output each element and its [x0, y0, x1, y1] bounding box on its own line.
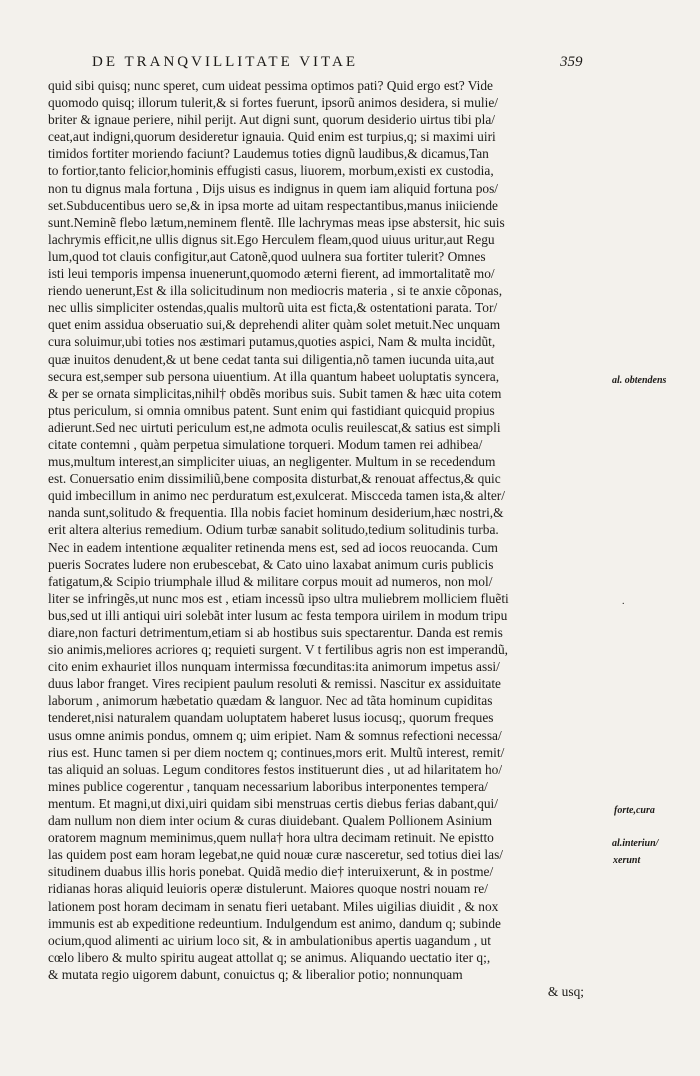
text-line: bus,sed ut illi antiqui uiri solebãt inter lusum ac festa tempora uirilem in modum tripu	[48, 607, 508, 623]
text-line: set.Subducentibus uero se,& in ipsa morte ad uitam respectantibus,manus iniiciende	[48, 197, 498, 213]
text-line: est. Conuersatio enim dissimiliũ,bene composita disturbat,& renouat affectus,& quic	[48, 471, 501, 487]
text-line: nanda sunt,solitudo & frequentia. Illa nobis faciet hominum desiderium,hæc nostri,&	[48, 505, 504, 521]
text-line: isti leui temporis impensa inuenerunt,quomodo æterni fierent, ad immortalitatẽ mo/	[48, 266, 495, 282]
text-line: ocium,quod alimenti ac uirium loco sit, & in ambulationibus apertis uagandum , ut	[48, 932, 491, 948]
text-line: tenderet,nisi naturalem quandam uoluptatem haberet lusus iocusq;, quorum freques	[48, 710, 494, 726]
text-line: rius est. Hunc tamen si per diem noctem q; continues,mors erit. Multũ interest, remit/	[48, 744, 505, 760]
text-line: las quidem post eam horam legebat,ne quid nouæ curæ nasceretur, sed totius diei las/	[48, 847, 504, 863]
text-line: pueris Socrates ludere non erubescebat, & Cato uino laxabat animum curis publicis	[48, 556, 494, 572]
text-line: quomodo quisq; illorum tulerit,& si fortes fuerunt, ipsorũ animos desidera, si mulie/	[48, 95, 499, 111]
text-line: & mutata regio uigorem dabunt, conuictus q; & liberalior potio; nonnunquam	[48, 966, 463, 982]
margin-note: forte,cura	[614, 805, 655, 816]
text-line: lationem post horam decimam in senatu fieri uetabant. Miles uigilias diuidit , & nox	[48, 898, 499, 914]
text-line: fatigatum,& Scipio triumphale illud & militare corpus mouit ad numeros, non mol/	[48, 573, 493, 589]
text-line: liter se infringẽs,ut nunc mos est , etiam incessũ ipso ultra muliebrem molliciem fluẽti	[48, 590, 509, 606]
text-line: dam nullum non diem inter ocium & curas diuidebant. Qualem Pollionem Asinium	[48, 813, 493, 829]
text-line: sunt.Neminẽ flebo lætum,neminem flentẽ. Ille lachrymas meas ipse abstersit, hic suis	[48, 214, 505, 230]
text-line: duus labor franget. Vires recipient paulum resoluti & remissi. Nascitur ex assiduitate	[48, 676, 501, 692]
text-line: tas aliquid an soluas. Legum conditores festos instituerunt dies , ut ad hilaritatem ho/	[48, 761, 503, 777]
margin-note: xerunt	[613, 855, 641, 866]
text-line: Nec in eadem intentione æqualiter retinenda mens est, sed ad iocos reuocanda. Cum	[48, 539, 498, 555]
text-line: quet enim assidua obseruatio sui,& deprehendi aliter quàm solet metuit.Nec unquam	[48, 317, 501, 333]
text-line: riendo uenerunt,Est & illa solicitudinum non mediocris materia , si te anxie cõponas,	[48, 283, 503, 299]
text-line: situdinem duabus illis horis ponebat. Quidã medio die† interuixerunt, & in postme/	[48, 864, 494, 880]
body-text	[48, 77, 584, 1000]
text-line: ridianas horas aliquid leuioris operæ distulerunt. Maiores quoque nostri nouam re/	[48, 881, 488, 897]
text-line: nec ullis simpliciter ostendas,qualis multorũ uita est ficta,& ostentationi parata. Tor/	[48, 300, 498, 316]
text-line: quid sibi quisq; nunc speret, cum uideat pessima optimos pati? Quid ergo est? Vide	[48, 78, 493, 93]
text-line: to fortior,tanto felicior,hominis effugisti casus, liuorem, morbum,existi ex custodia,	[48, 163, 494, 179]
text-line: briter & ignaue periere, nihil perijt. Aut digni sunt, quorum desiderio uirtus tibi pla/	[48, 112, 496, 128]
text-line: & usq;	[547, 983, 584, 999]
text-line: adierunt.Sed nec uirtuti periculum est,ne admota oculis reuilescat,& satius est simpli	[48, 419, 501, 435]
margin-mark: .	[622, 596, 625, 607]
page-number: 359	[560, 54, 583, 70]
text-line: mines publice cogerentur , tanquam necessarium laboribus interponentes tempera/	[48, 778, 488, 794]
text-line: non tu dignus mala fortuna , Dijs uisus es indignus in quem iam aliquid fortuna pos/	[48, 180, 499, 196]
text-line: timidos fortiter moriendo faciunt? Laudemus toties dignũ laudibus,& dicamus,Tan	[48, 146, 489, 162]
text-line: quid imbecillum in animo nec perduratum est,exulcerat. Miscceda tamen ista,& alter/	[48, 488, 505, 504]
text-line: ceat,aut indigni,quorum desideretur ignauia. Quid enim est turpius,q; si maximi uiri	[48, 129, 496, 145]
text-line: cura soluimur,ubi toties nos æstimari putamus,quoties aspici, Nam & multa incidũt,	[48, 334, 496, 350]
running-head: DE TRANQVILLITATE VITAE	[92, 54, 359, 70]
text-line: quæ inuitos denudent,& ut bene cedat tanta sui diligentia,nõ tamen iucunda uita,aut	[48, 351, 495, 367]
text-line: usus omne animis pondus, omnem q; uim eripiet. Nam & somnus refectioni necessa/	[48, 727, 502, 743]
text-line: mus,multum interest,an simpliciter uiuas, an negligenter. Multum in se recedendum	[48, 454, 496, 470]
text-line: immunis est ab expeditione redeuntium. Indulgendum est animo, dandum q; subinde	[48, 915, 501, 931]
text-line: oratorem magnum meminimus,quem nulla† hora ultra decimam retinuit. Ne epistto	[48, 830, 494, 846]
text-line: erit altera alterius remedium. Odium turbæ sanabit solitudo,tedium solitudinis turba.	[48, 522, 499, 538]
text-line: cito enim exhauriet illos nunquam intermissa fœcunditas:ita animorum impetus assi/	[48, 659, 500, 675]
text-line: cœlo libero & multo spiritu augeat attollat q; se animus. Aliquando uectatio iter q;,	[48, 949, 491, 965]
text-line: lachrymis efficit,ne ullis dignus sit.Ego Herculem fleam,quod uiuus uritur,aut Regu	[48, 231, 495, 247]
text-line: lum,quod tot clauis configitur,aut Catonẽ,quod uulnera sua fortiter tulerit? Omnes	[48, 248, 486, 264]
text-line: sio animis,meliores acriores q; requieti surgent. V t fertilibus agris non est imperandũ,	[48, 642, 509, 658]
text-line: ptus periculum, si omnia omnibus patent. Sunt enim qui fastidiant quicquid propius	[48, 402, 495, 418]
margin-note: al.interiun/	[612, 838, 659, 849]
margin-note: al. obtendens	[612, 375, 667, 386]
text-line: diare,non facturi detrimentum,etiam si ab hostibus suis spectarentur. Danda est remis	[48, 625, 503, 640]
text-line: mentum. Et magni,ut dixi,uiri quidam sibi menstruas certis diebus ferias dabant,qui/	[48, 795, 498, 811]
text-line: citate contemni , quàm perpetua simulatione torqueri. Modum tamen rei adhibea/	[48, 436, 483, 452]
text-line: & per se ornata simplicitas,nihil† obdẽs moribus suis. Subit tamen & hæc uita cotem	[48, 385, 502, 401]
text-line: laborum , animorum hæbetatio quædam & languor. Nec ad tãta hominum cupiditas	[48, 693, 493, 709]
text-line: secura est,semper sub persona uiuentium. At illa quantum habeet uoluptatis syncera,	[48, 368, 500, 384]
